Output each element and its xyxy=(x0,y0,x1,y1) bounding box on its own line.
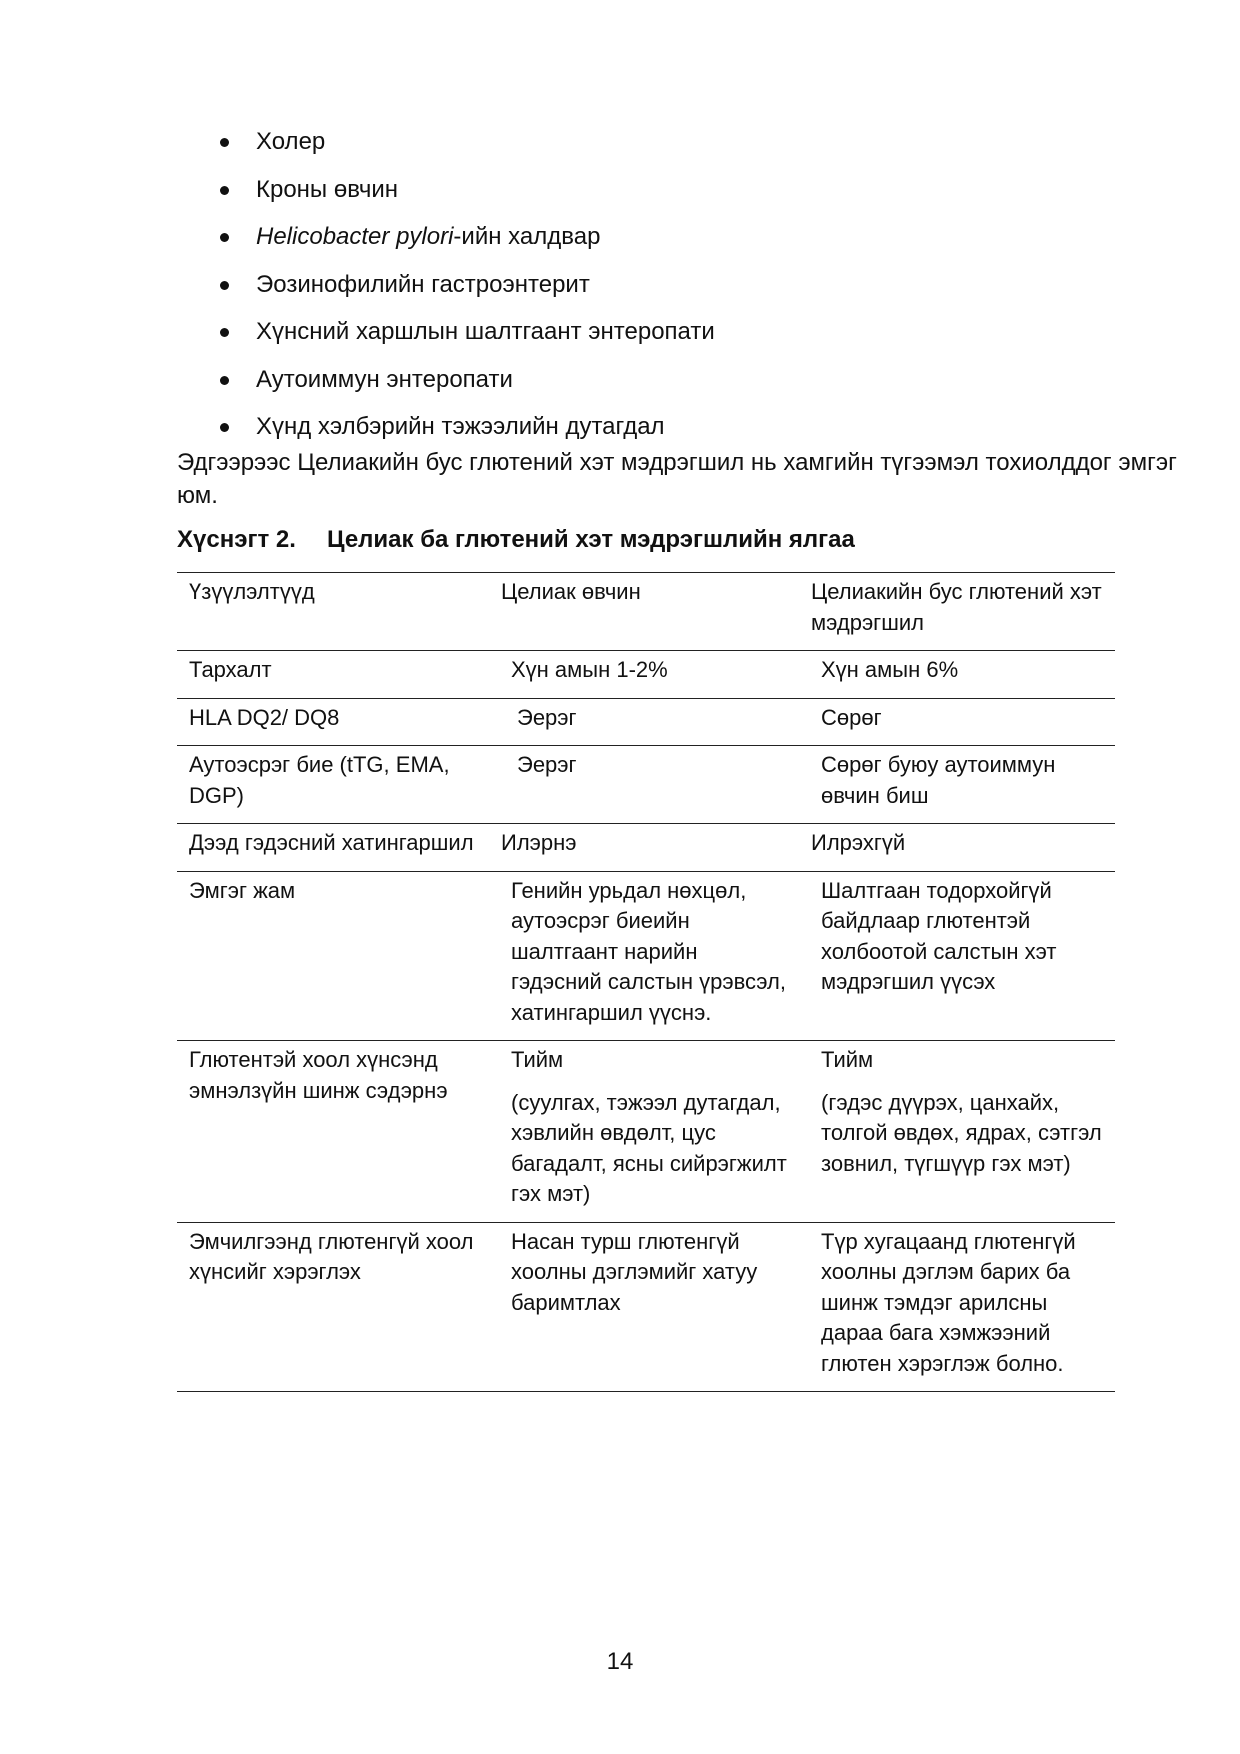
list-item: Хүнд хэлбэрийн тэжээлийн дутагдал xyxy=(216,403,715,451)
table-caption xyxy=(177,526,855,554)
header-cell: Целиак өвчин xyxy=(489,573,799,651)
list-item: Аутоиммун энтеропати xyxy=(216,356,715,404)
table-row xyxy=(177,746,1115,824)
table-cell: Эерэг xyxy=(489,746,799,824)
table-row xyxy=(177,698,1115,746)
list-item: Helicobacter pylori-ийн халдвар xyxy=(216,213,715,261)
cell-answer: Тийм xyxy=(821,1047,874,1072)
table-row xyxy=(177,1041,1115,1223)
table-cell: Хүн амын 6% xyxy=(799,651,1115,699)
table-cell: Дээд гэдэсний хатингаршил xyxy=(177,824,489,872)
cell-answer: Тийм xyxy=(511,1047,564,1072)
table-cell: Эерэг xyxy=(489,698,799,746)
comparison-table xyxy=(177,572,1115,1392)
table-title: Целиак ба глютений хэт мэдрэгшлийн ялгаа xyxy=(327,526,855,553)
table-cell: Насан турш глютенгүй хоолны дэглэмийг хатуу баримтлах xyxy=(489,1222,799,1392)
table-cell xyxy=(489,1041,799,1223)
page-number: 14 xyxy=(606,1648,634,1675)
list-item: Эозинофилийн гастроэнтерит xyxy=(216,261,715,309)
table-number: Хүснэгт 2. xyxy=(177,526,296,553)
table-cell: Тархалт xyxy=(177,651,489,699)
table-row xyxy=(177,1222,1115,1392)
table-cell: Эмчилгээнд глютенгүй хоол хүнсийг хэрэглэх xyxy=(177,1222,489,1392)
table-cell: Аутоэсрэг бие (tTG, EMA, DGP) xyxy=(177,746,489,824)
table-cell: Түр хугацаанд глютенгүй хоолны дэглэм барих ба шинж тэмдэг арилсны дараа бага хэмжээний глютен хэрэглэж болно. xyxy=(799,1222,1115,1392)
table-cell: HLA DQ2/ DQ8 xyxy=(177,698,489,746)
table-header-row xyxy=(177,573,1115,651)
table-cell: Шалтгаан тодорхойгүй байдлаар глютентэй холбоотой салстын хэт мэдрэгшил үүсэх xyxy=(799,871,1115,1041)
table-cell: Глютентэй хоол хүнсэнд эмнэлзүйн шинж сэдэрнэ xyxy=(177,1041,489,1223)
table-cell: Генийн урьдал нөхцөл, аутоэсрэг биеийн шалтгаант нарийн гэдэсний салстын үрэвсэл, хатингаршил үүснэ. xyxy=(489,871,799,1041)
list-item: Кроны өвчин xyxy=(216,166,715,214)
table-cell: Сөрөг xyxy=(799,698,1115,746)
table-row xyxy=(177,651,1115,699)
list-item: Холер xyxy=(216,118,715,166)
table-row xyxy=(177,824,1115,872)
table-cell: Сөрөг буюу аутоиммун өвчин биш xyxy=(799,746,1115,824)
list-item: Хүнсний харшлын шалтгаант энтеропати xyxy=(216,308,715,356)
table-cell: Хүн амын 1-2% xyxy=(489,651,799,699)
table-cell: Илрэхгүй xyxy=(799,824,1115,872)
body-paragraph: Эдгээрээс Целиакийн бус глютений хэт мэдрэгшил нь хамгийн түгээмэл тохиолддог эмгэг юм. xyxy=(177,449,1177,509)
header-cell: Целиакийн бус глютений хэт мэдрэгшил xyxy=(799,573,1115,651)
table-row xyxy=(177,871,1115,1041)
cell-detail: (гэдэс дүүрэх, цанхайх, толгой өвдөх, ядрах, сэтгэл зовнил, түгшүүр гэх мэт) xyxy=(821,1089,1102,1176)
table-cell xyxy=(799,1041,1115,1223)
italic-term: Helicobacter pylori xyxy=(256,223,454,250)
table-cell: Илэрнэ xyxy=(489,824,799,872)
header-cell: Үзүүлэлтүүд xyxy=(177,573,489,651)
cell-detail: (суулгах, тэжээл дутагдал, хэвлийн өвдөлт, цус багадалт, ясны сийрэгжилт гэх мэт) xyxy=(511,1089,787,1206)
bullet-list xyxy=(216,118,715,451)
table-cell: Эмгэг жам xyxy=(177,871,489,1041)
